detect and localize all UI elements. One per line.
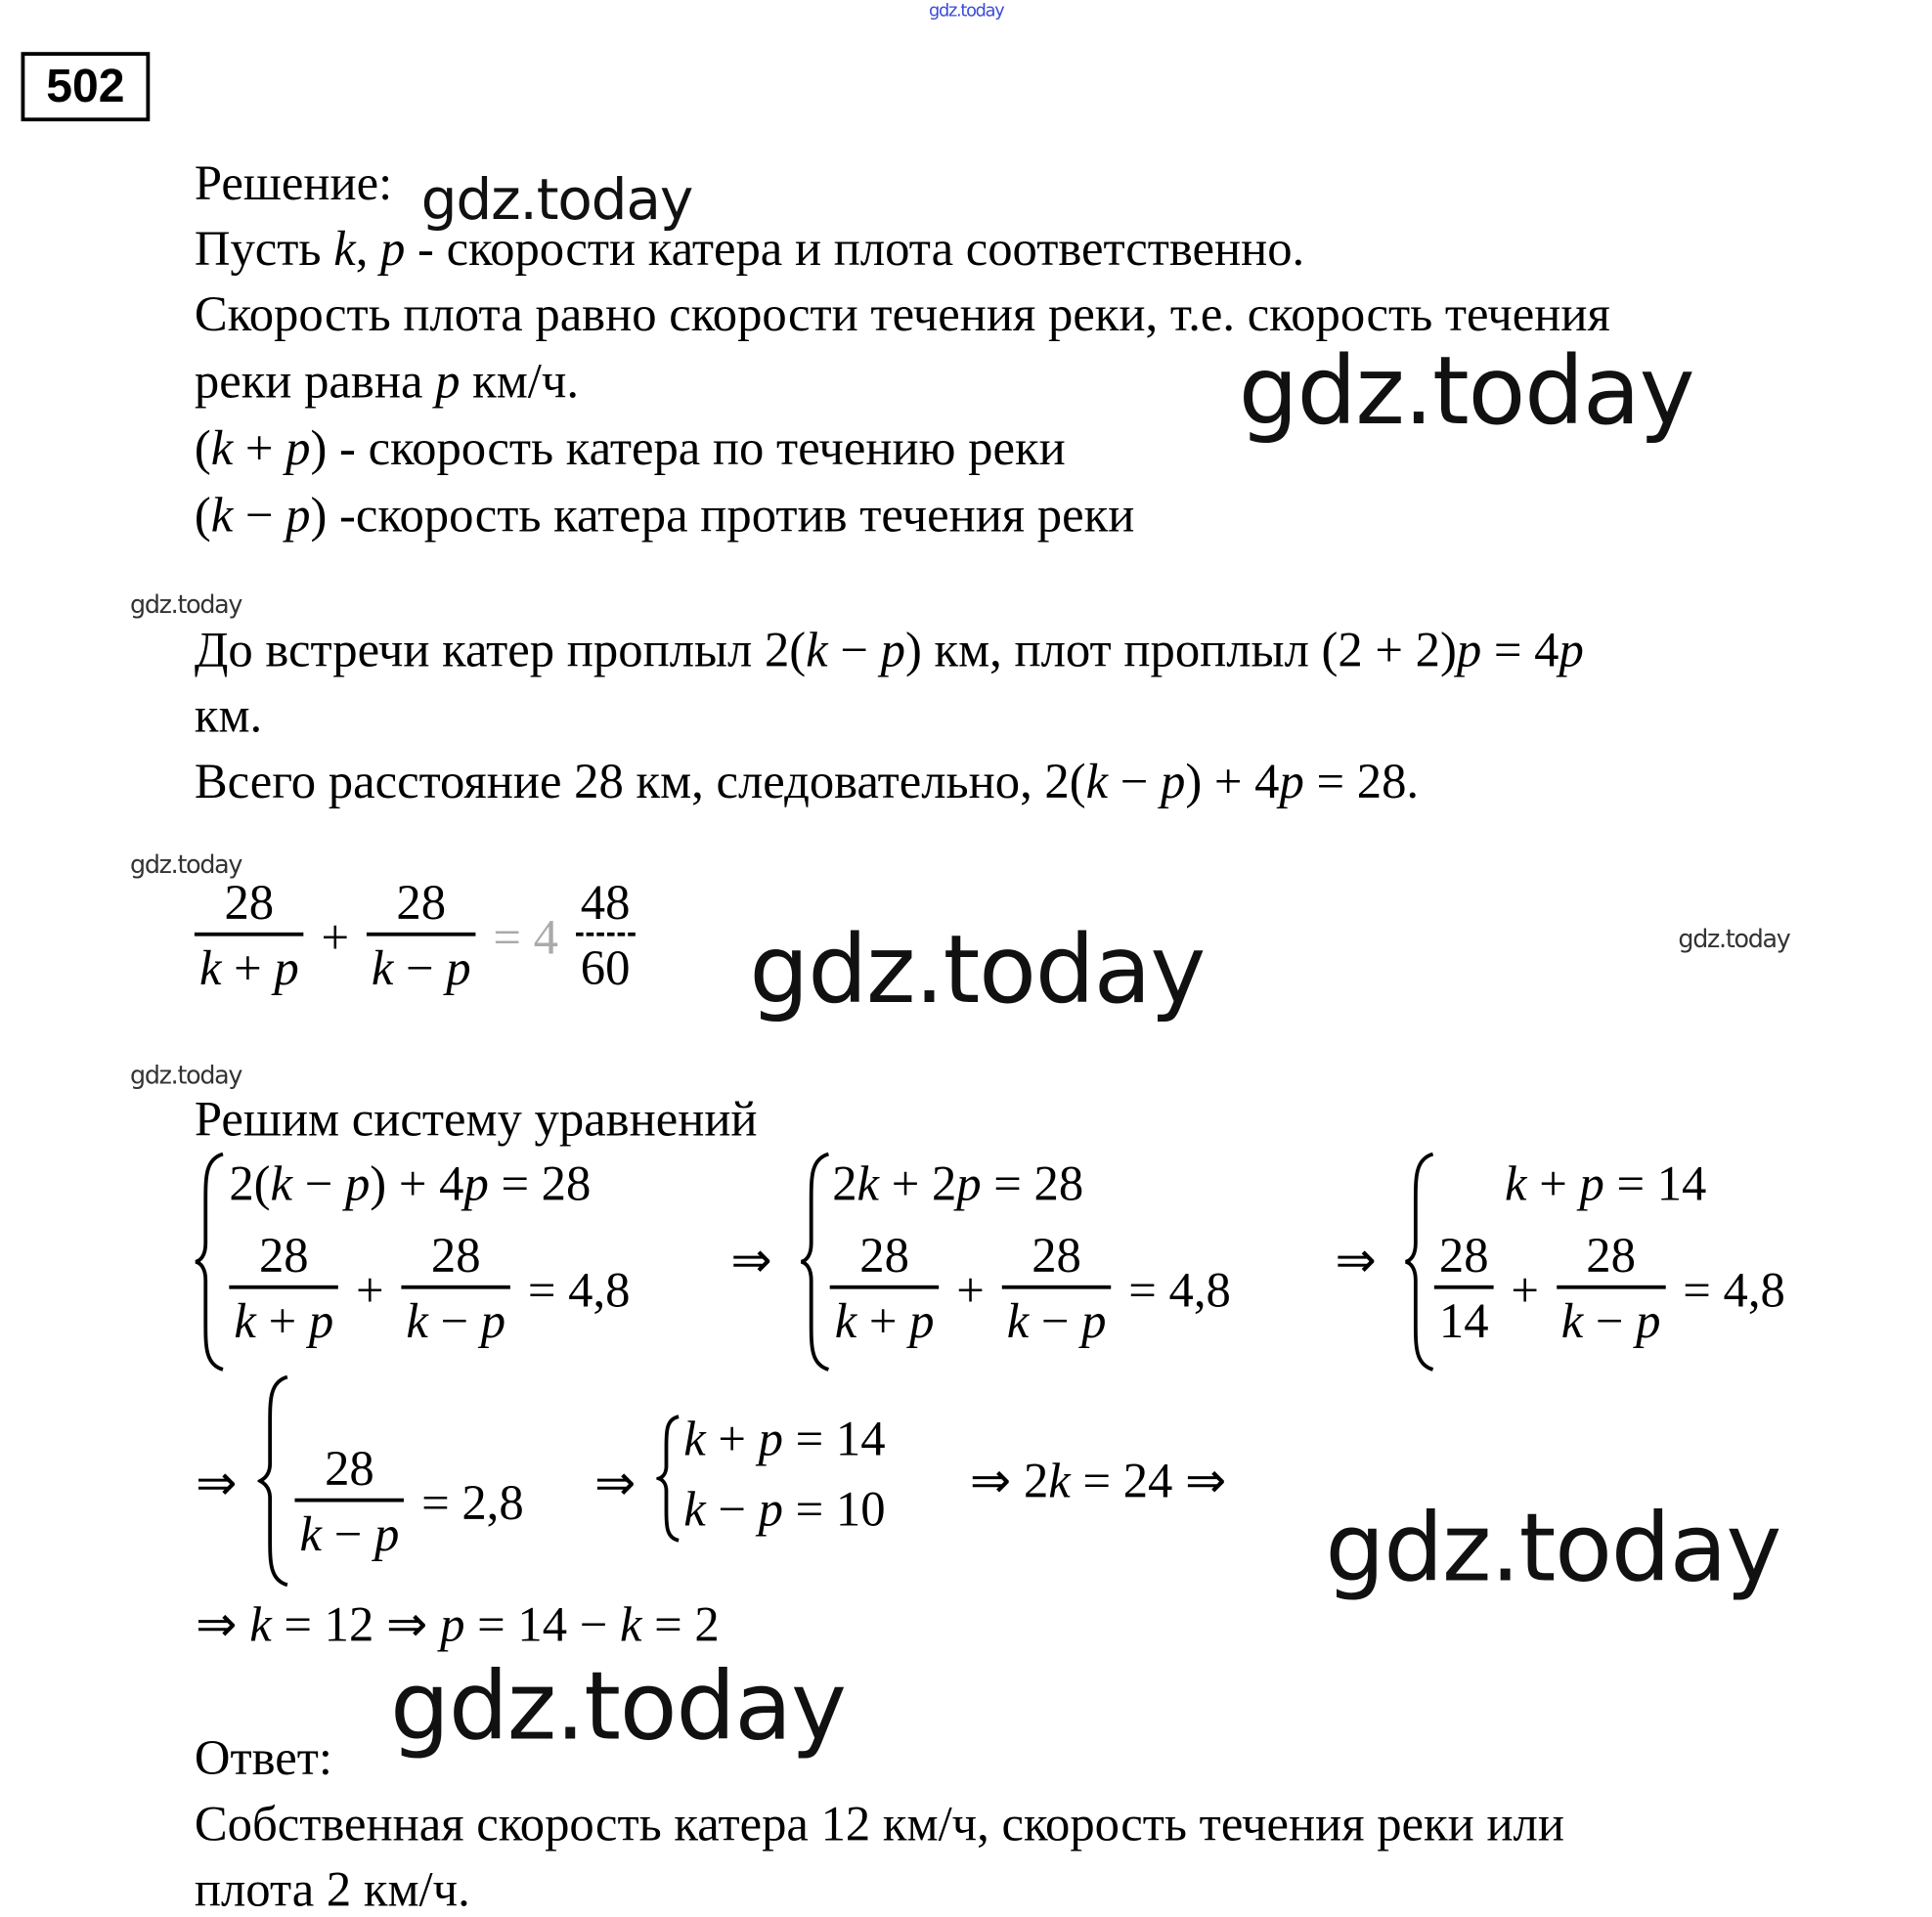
answer-line: Собственная скорость катера 12 км/ч, скорость течения реки или [194, 1795, 1564, 1852]
watermark: gdz.today [1678, 923, 1790, 954]
implies-arrow: ⇒ [1335, 1232, 1377, 1288]
watermark: gdz.today [749, 913, 1206, 1024]
answer-label: Ответ: [194, 1729, 332, 1786]
system-equation: $\frac{28}{k + p}$ + $\frac{28}{k - p}$ = 4,8 [825, 1226, 1244, 1353]
problem-number: 502 [22, 52, 151, 121]
text-line: (k + p) - скорость катера по течению реки [194, 419, 1066, 476]
implies-arrow: ⇒ [196, 1455, 238, 1511]
equals-whole: = 4 [493, 908, 559, 965]
watermark-top: gdz.today [929, 1, 1004, 22]
watermark: gdz.today [420, 165, 693, 234]
watermark: gdz.today [130, 588, 242, 620]
system-equation: k − p = 10 [683, 1480, 886, 1537]
system-equation: 2(k − p) + 4p = 28 [229, 1155, 592, 1211]
watermark: gdz.today [390, 1650, 846, 1762]
equation-time [190, 873, 640, 1000]
implies-arrow: ⇒ [594, 1455, 637, 1511]
derivation-step: ⇒ 2k = 24 ⇒ [969, 1452, 1227, 1508]
text-line: реки равна p км/ч. [194, 353, 580, 410]
numerator: 48 [580, 874, 631, 931]
answer-line: плота 2 км/ч. [194, 1860, 470, 1917]
denominator: k + p [198, 939, 299, 996]
numerator: 28 [224, 874, 275, 931]
system-equation: $\frac{28}{k + p}$ + $\frac{28}{k - p}$ = 4,8 [224, 1226, 642, 1353]
text-line: Решим систему уравнений [194, 1090, 758, 1147]
numerator: 28 [396, 874, 447, 931]
text-line: Скорость плота равно скорости течения реки, т.е. скорость течения [194, 285, 1610, 342]
system-equation: 2k + 2p = 28 [832, 1155, 1084, 1211]
implies-arrow: ⇒ [730, 1232, 772, 1288]
denominator: 60 [580, 939, 631, 996]
final-result: ⇒ k = 12 ⇒ p = 14 − k = 2 [196, 1595, 720, 1652]
watermark: gdz.today [1238, 335, 1694, 447]
watermark: gdz.today [1325, 1492, 1781, 1603]
system-equation: k + p = 14 [683, 1410, 886, 1466]
solution-label: Решение: [194, 154, 393, 211]
text-line: До встречи катер проплыл 2(k − p) км, плот проплыл (2 + 2)p = 4p [194, 621, 1584, 677]
text-line: Всего расстояние 28 км, следовательно, 2(k − p) + 4p = 28. [194, 753, 1420, 809]
text-line: Пусть k, p - скорости катера и плота соответственно. [194, 220, 1305, 277]
system-equation: $\frac{28}{k - p}$ = 2,8 [289, 1439, 536, 1566]
system-equation: $\frac{28}{14}$ + $\frac{28}{k - p}$ = 4,8 [1429, 1226, 1798, 1353]
denominator: k − p [371, 939, 471, 996]
text-line: км. [194, 687, 263, 744]
watermark: gdz.today [130, 1060, 242, 1090]
brace-icon [656, 1415, 683, 1544]
system-equation: k + p = 14 [1505, 1155, 1707, 1211]
plus-sign: + [321, 908, 350, 965]
watermark: gdz.today [130, 849, 242, 880]
text-line: (k − p) -скорость катера против течения реки [194, 486, 1135, 543]
